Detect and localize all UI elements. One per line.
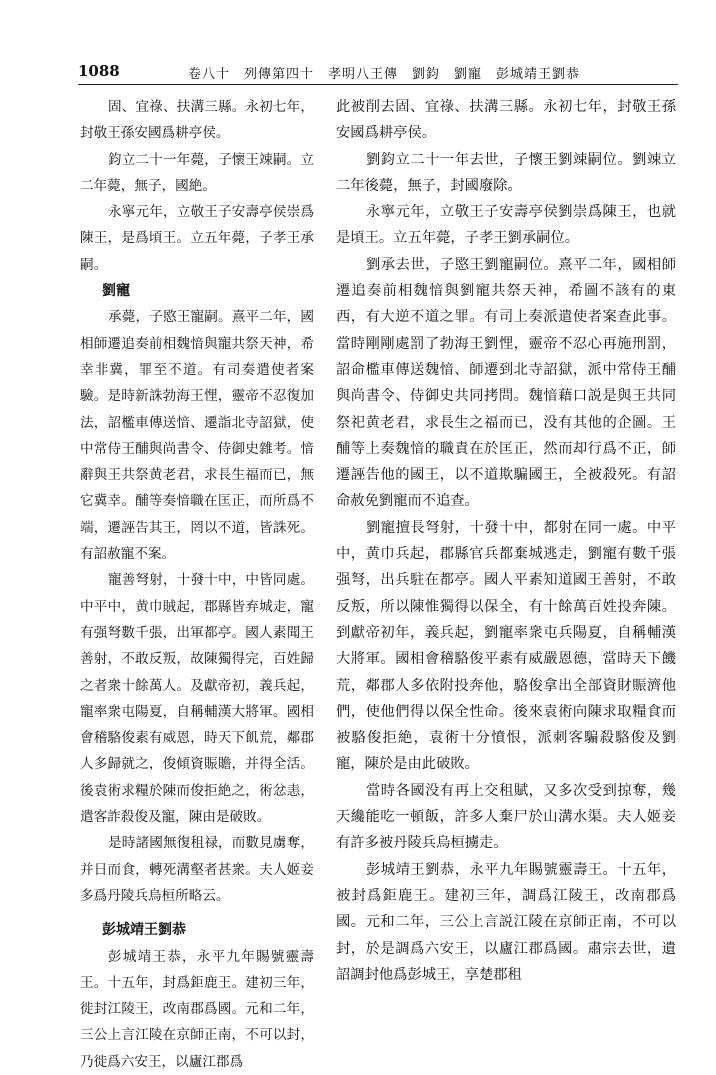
classical-paragraph: 鈞立二十一年薨，子懷王竦嗣。立二年薨，無子，國絶。 <box>80 151 314 194</box>
running-title: 卷八十 列傳第四十 孝明八王傳 劉鈞 劉寵 彭城靖王劉恭 <box>188 67 581 82</box>
translation-paragraph: 劉寵擅長弩射，十發十中，都射在同一處。中平中，黄巾兵起，郡縣官兵都棄城逃走，劉寵有數千張强弩，出兵駐在都亭。國人平素知道國王善射，不敢反叛，所以陳惟獨得以保全，有十餘萬百姓投奔陳。到獻帝初年，義兵起，劉寵率衆屯兵陽夏，自稱輔漢大將軍。國相會稽駱俊平素有威嚴恩德，當時天下饑荒，鄰郡人多依附投奔他，駱俊拿出全部資財賑濟他們，使他們得以保全性命。後來袁術向陳求取糧食而被駱俊拒絶，袁術十分憤恨，派刺客騙殺駱俊及劉寵，陳於是由此破敗。 <box>336 519 676 773</box>
translation-paragraph: 永寧元年，立敬王子安壽亭侯劉崇爲陳王，也就是頃王。立五年薨，子孝王劉承嗣位。 <box>336 204 676 247</box>
translation-paragraph: 彭城靖王劉恭，永平九年賜號靈壽王。十五年，被封爲鉅鹿王。建初三年，調爲江陵王，改南郡爲國。元和二年，三公上言説江陵在京師正南，不可以封，於是調爲六安王，以廬江郡爲國。肅宗去世，遺詔調封他爲彭城王，享楚郡租 <box>336 861 676 983</box>
translation-paragraph: 劉鈞立二十一年去世，子懷王劉竦嗣位。劉竦立二年後薨，無子，封國廢除。 <box>336 151 676 194</box>
translation-paragraph: 劉承去世，子愍王劉寵嗣位。熹平二年，國相師遷追奏前相魏愔與劉寵共祭天神，希圖不該有的東西，有大逆不道之罪。有司上奏派遣使者案查此事。當時剛剛處罰了勃海王劉悝，靈帝不忍心再施刑罰，詔命檻車傳送魏愔、師遷到北寺詔獄，派中常侍王酺與尚書令、侍御史共同拷問。魏愔藉口説是與王共同祭祀黄老君，求長生之福而已，没有其他的企圖。王酺等上奏魏愔的職責在於匡正，然而却行爲不正，師遷誣告他的國王，以不道欺騙國王，全被殺死。有詔命赦免劉寵而不追查。 <box>336 256 676 510</box>
classical-paragraph: 固、宜祿、扶溝三縣。永初七年，封敬王孫安國爲耕亭侯。 <box>80 99 314 142</box>
page-number: 1088 <box>78 62 120 80</box>
translation-paragraph: 當時各國没有再上交租賦，又多次受到掠奪，幾天纔能吃一頓飯，許多人棄尸於山溝水渠。夫人姬妾有許多被丹陵兵烏桓擄走。 <box>336 782 676 852</box>
section-heading-pengcheng-jing-wang: 彭城靖王劉恭 <box>102 922 186 939</box>
section-heading-liu-chong: 劉寵 <box>102 283 130 300</box>
translation-column <box>336 94 676 988</box>
classical-paragraph: 是時諸國無復租禄，而數見虜奪，并日而食，轉死溝壑者甚衆。夫人姬妾多爲丹陵兵烏桓所略云。 <box>80 835 314 904</box>
translation-paragraph: 此被削去固、宜祿、扶溝三縣。永初七年，封敬王孫安國爲耕亭侯。 <box>336 99 676 142</box>
classical-paragraph: 永寧元年，立敬王子安壽亭侯崇爲陳王，是爲頃王。立五年薨，子孝王承嗣。 <box>80 204 314 273</box>
classical-text-column <box>80 94 314 1075</box>
page-header <box>78 58 678 85</box>
classical-paragraph: 寵善弩射，十發十中，中皆同處。中平中，黄巾賊起，郡縣皆弃城走，寵有强弩數千張，出軍都亭。國人素聞王善射，不敢反叛，故陳獨得完，百姓歸之者衆十餘萬人。及獻帝初，義兵起，寵率衆屯陽夏，自稱輔漢大將軍。國相會稽駱俊素有威恩，時天下飢荒，鄰郡人多歸就之，俊傾資賑贍，并得全活。後袁術求糧於陳而俊拒絶之，術忿恚，遣客詐殺俊及寵，陳由是破敗。 <box>80 572 314 826</box>
classical-paragraph: 彭城靖王恭，永平九年賜號靈壽王。十五年，封爲鉅鹿王。建初三年，徙封江陵王，改南郡爲國。元和二年，三公上言江陵在京師正南，不可以封，乃徙爲六安王，以廬江郡爲 <box>80 948 314 1070</box>
classical-paragraph: 承薨，子愍王寵嗣。熹平二年，國相師遷追奏前相魏愔與寵共祭天神，希幸非冀，罪至不道。有司奏遣使者案驗。是時新誅勃海王悝，靈帝不忍復加法，詔檻車傳送愔、遷詣北寺詔獄，使中常侍王酺與尚書令、侍御史雜考。愔辭與王共祭黄老君，求長生福而已，無它冀幸。酺等奏愔職在匡正，而所爲不端，遷誣告其王，罔以不道，皆誅死。有詔赦寵不案。 <box>80 309 314 563</box>
